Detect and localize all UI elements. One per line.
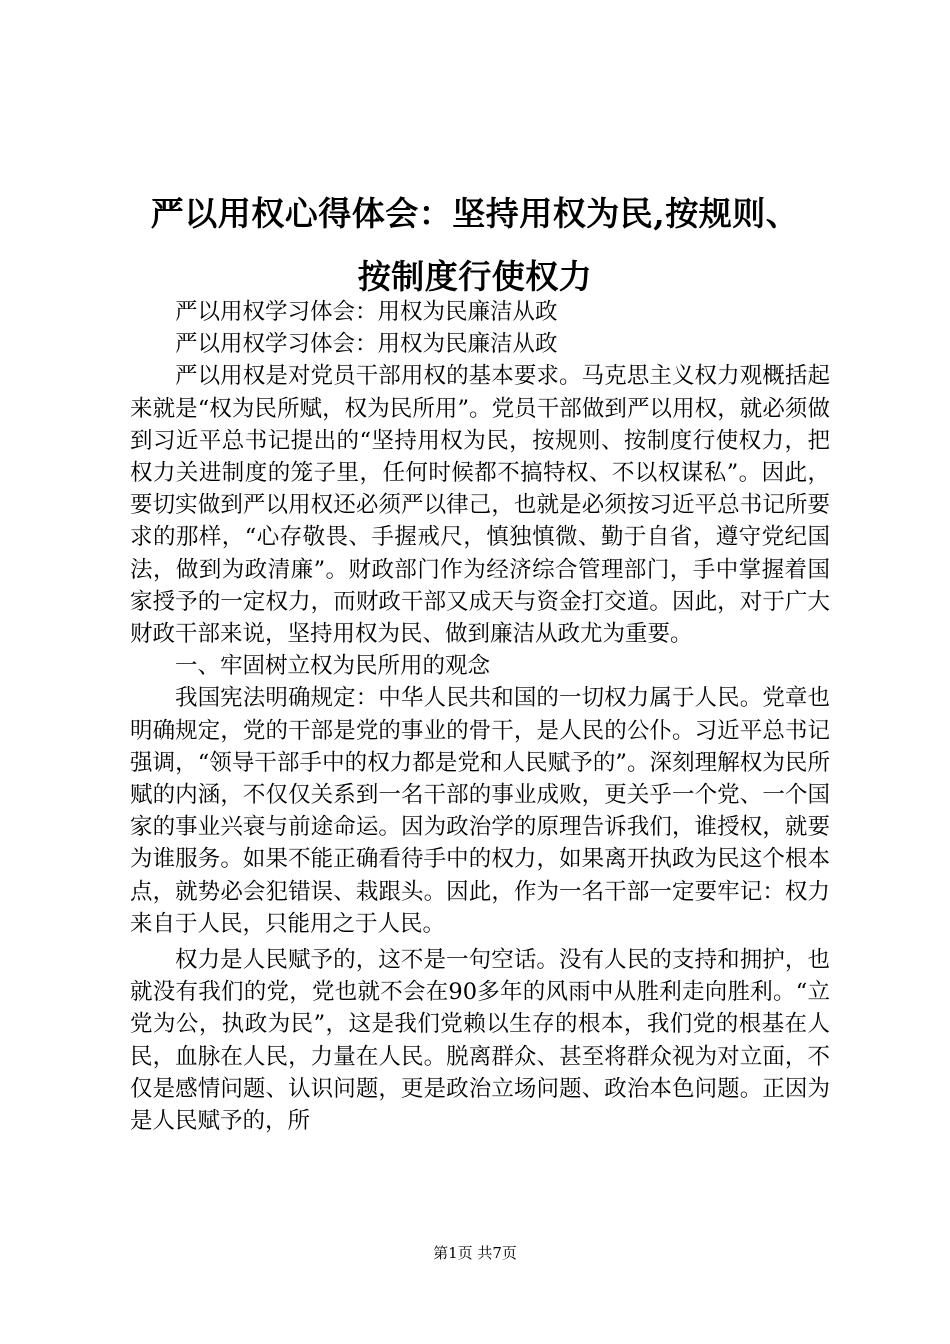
subtitle-line: 严以用权学习体会：用权为民廉洁从政 [175, 299, 558, 325]
title-line-2: 按制度行使权力 [357, 257, 593, 296]
body-paragraph: 权力是人民赋予的，这不是一句空话。没有人民的支持和拥护，也就没有我们的党，党也就不会在90多年的风雨中从胜利走向胜利。“立党为公，执政为民”，这是我们党赖以生存的根本，我们党的根基在人民，血脉在人民，力量在人民。脱离群众、甚至将群众视为对立面，不仅是感情问题、认识问题，更是政治立场问题、政治本色问题。正因为是人民赋予的，所 [130, 947, 830, 1135]
page-number-footer: 第1页 共7页 [433, 1244, 517, 1262]
document-body [130, 296, 830, 1137]
subtitle-line: 严以用权学习体会：用权为民廉洁从政 [175, 331, 558, 358]
title-line-1: 严以用权心得体会：坚持用权为民,按规则、 [150, 194, 800, 233]
body-paragraph: 严以用权是对党员干部用权的基本要求。马克思主义权力观概括起来就是“权为民所赋，权为民所用”。党员干部做到严以用权，就必须做到习近平总书记提出的“坚持用权为民，按规则、按制度行使权力，把权力关进制度的笼子里，任何时候都不搞特权、不以权谋私”。因此，要切实做到严以用权还必须严以律己，也就是必须按习近平总书记所要求的那样，“心存敬畏、手握戒尺，慎独慎微、勤于自省，遵守党纪国法，做到为政清廉”。财政部门作为经济综合管理部门，手中掌握着国家授予的一定权力，而财政干部又成天与资金打交道。因此，对于广大财政干部来说，坚持用权为民、做到廉洁从政尤为重要。 [130, 363, 830, 648]
document-title [110, 182, 840, 308]
body-paragraph: 我国宪法明确规定：中华人民共和国的一切权力属于人民。党章也明确规定，党的干部是党的事业的骨干，是人民的公仆。习近平总书记强调，“领导干部手中的权力都是党和人民赋予的”。深刻理解权为民所赋的内涵，不仅仅关系到一名干部的事业成败，更关乎一个党、一个国家的事业兴衰与前途命运。因为政治学的原理告诉我们，谁授权，就要为谁服务。如果不能正确看待手中的权力，如果离开执政为民这个根本点，就势必会犯错误、栽跟头。因此，作为一名干部一定要牢记：权力来自于人民，只能用之于人民。 [130, 685, 830, 937]
section-heading: 一、牢固树立权为民所用的观念 [175, 653, 491, 680]
